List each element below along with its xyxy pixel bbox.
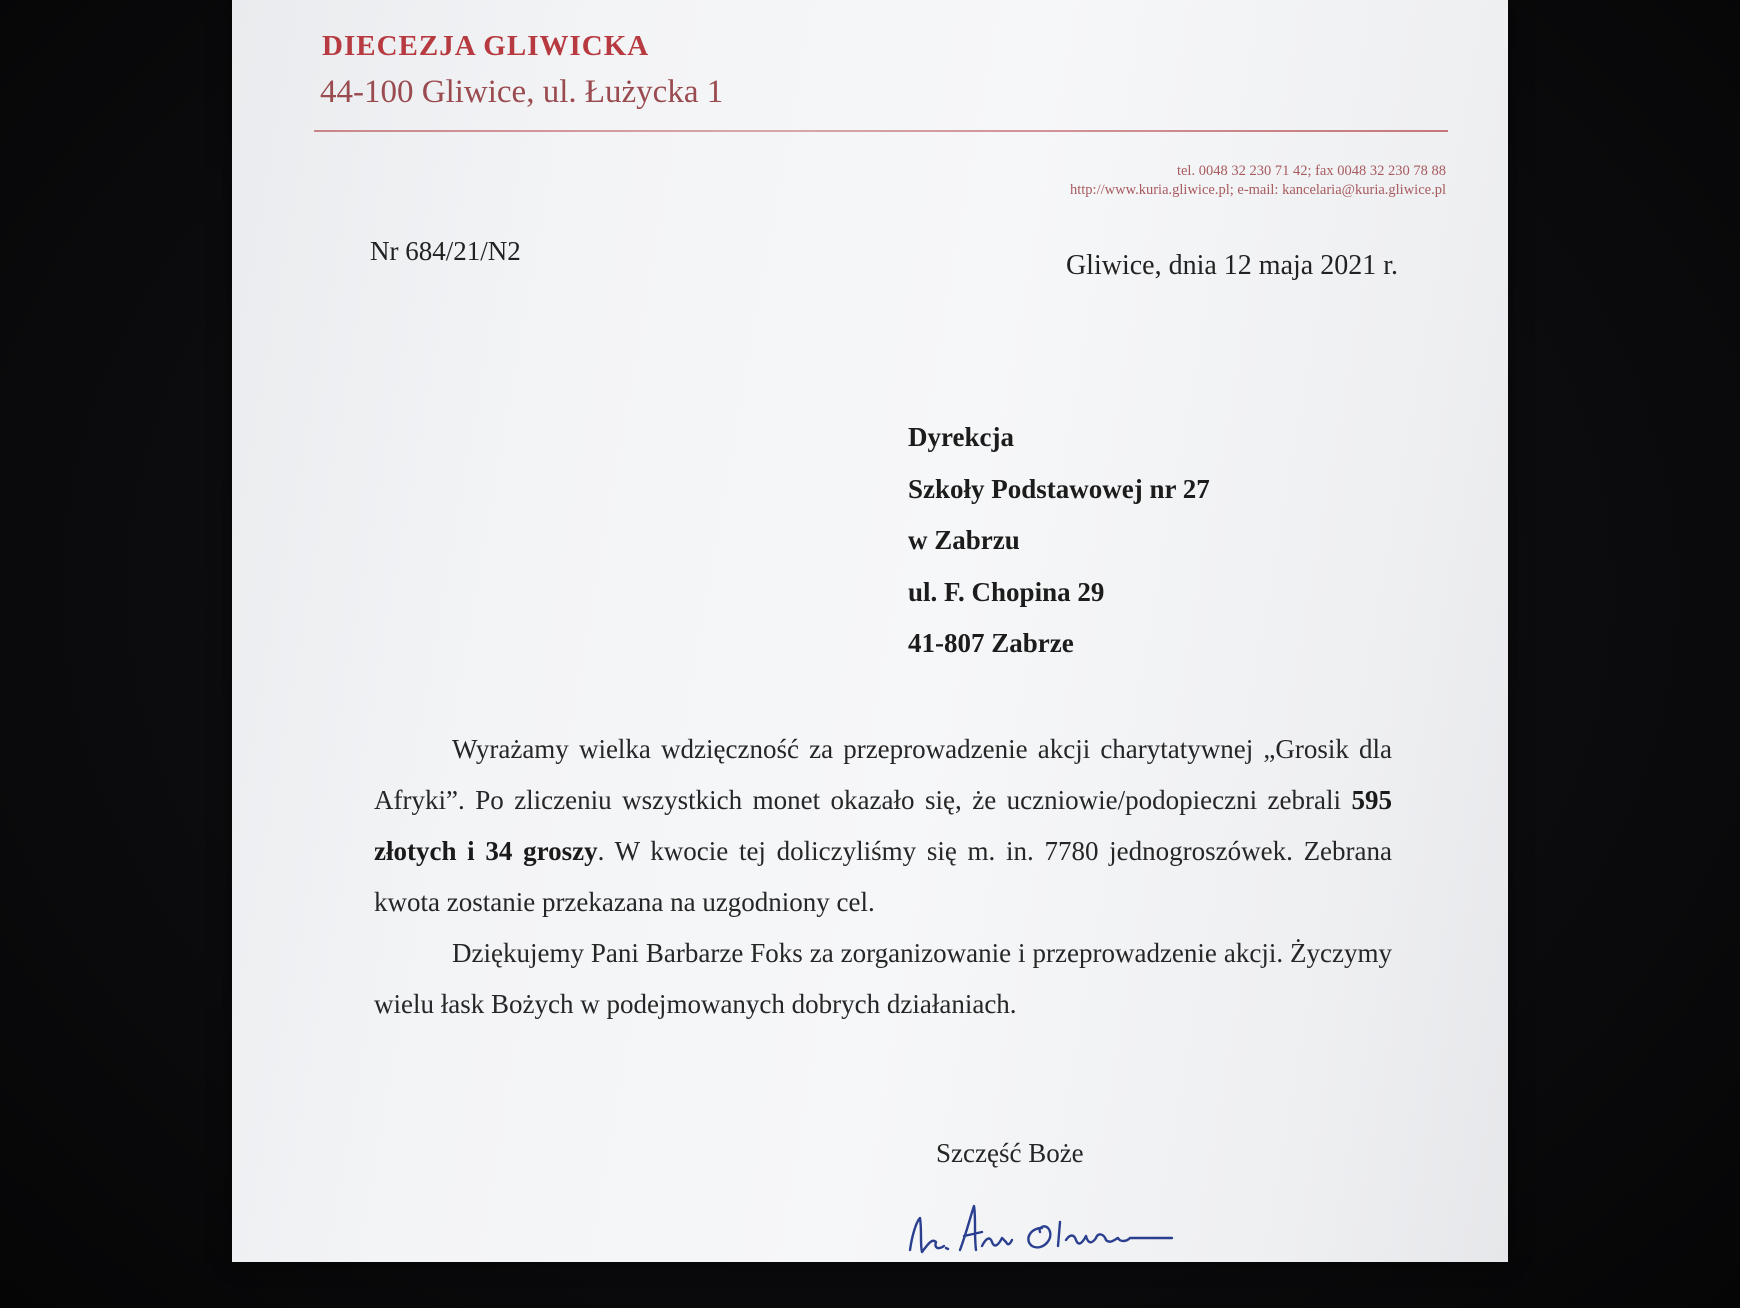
reference-number: Nr 684/21/N2	[370, 236, 521, 266]
body-paragraph-1	[374, 724, 1392, 928]
collected-amount: 595 złotych i 34 groszy	[374, 785, 1392, 866]
body-paragraph-2: Dziękujemy Pani Barbarze Foks za zorganizowanie i przeprowadzenie akcji. Życzymy wielu łask Bożych w podejmowanych dobrych działaniach.	[374, 938, 1392, 1019]
recipient-line-4: ul. F. Chopina 29	[908, 577, 1105, 607]
recipient-line-3: w Zabrzu	[908, 525, 1020, 555]
letterhead-web: http://www.kuria.gliwice.pl; e-mail: kancelaria@kuria.gliwice.pl	[1069, 182, 1446, 198]
letterhead-contact: tel. 0048 32 230 71 42; fax 0048 32 230 78 88	[1176, 163, 1446, 179]
place-date: Gliwice, dnia 12 maja 2021 r.	[1065, 250, 1398, 281]
body-paragraph-1-end: . W kwocie tej doliczyliśmy się m. in. 7780 jednogroszówek. Zebrana kwota zostanie przekazana na uzgodniony cel.	[374, 836, 1392, 917]
closing-greeting: Szczęść Boże	[936, 1138, 1084, 1168]
letterhead-title: DIECEZJA GLIWICKA	[322, 30, 650, 62]
recipient-line-2: Szkoły Podstawowej nr 27	[908, 474, 1210, 504]
signature	[902, 1188, 1202, 1258]
letterhead-divider	[314, 130, 1448, 132]
letterhead-address: 44-100 Gliwice, ul. Łużycka 1	[320, 74, 724, 110]
recipient-line-5: 41-807 Zabrze	[908, 628, 1074, 658]
letter-body	[374, 724, 1392, 1030]
letter-page	[232, 0, 1508, 1262]
recipient-line-1: Dyrekcja	[908, 422, 1014, 452]
body-paragraph-1-start: Wyrażamy wielka wdzięczność za przeprowadzenie akcji charytatywnej „Grosik dla Afryki”. Po zliczeniu wszystkich monet okazało się, że uczniowie/podopieczni zebrali	[374, 734, 1392, 815]
